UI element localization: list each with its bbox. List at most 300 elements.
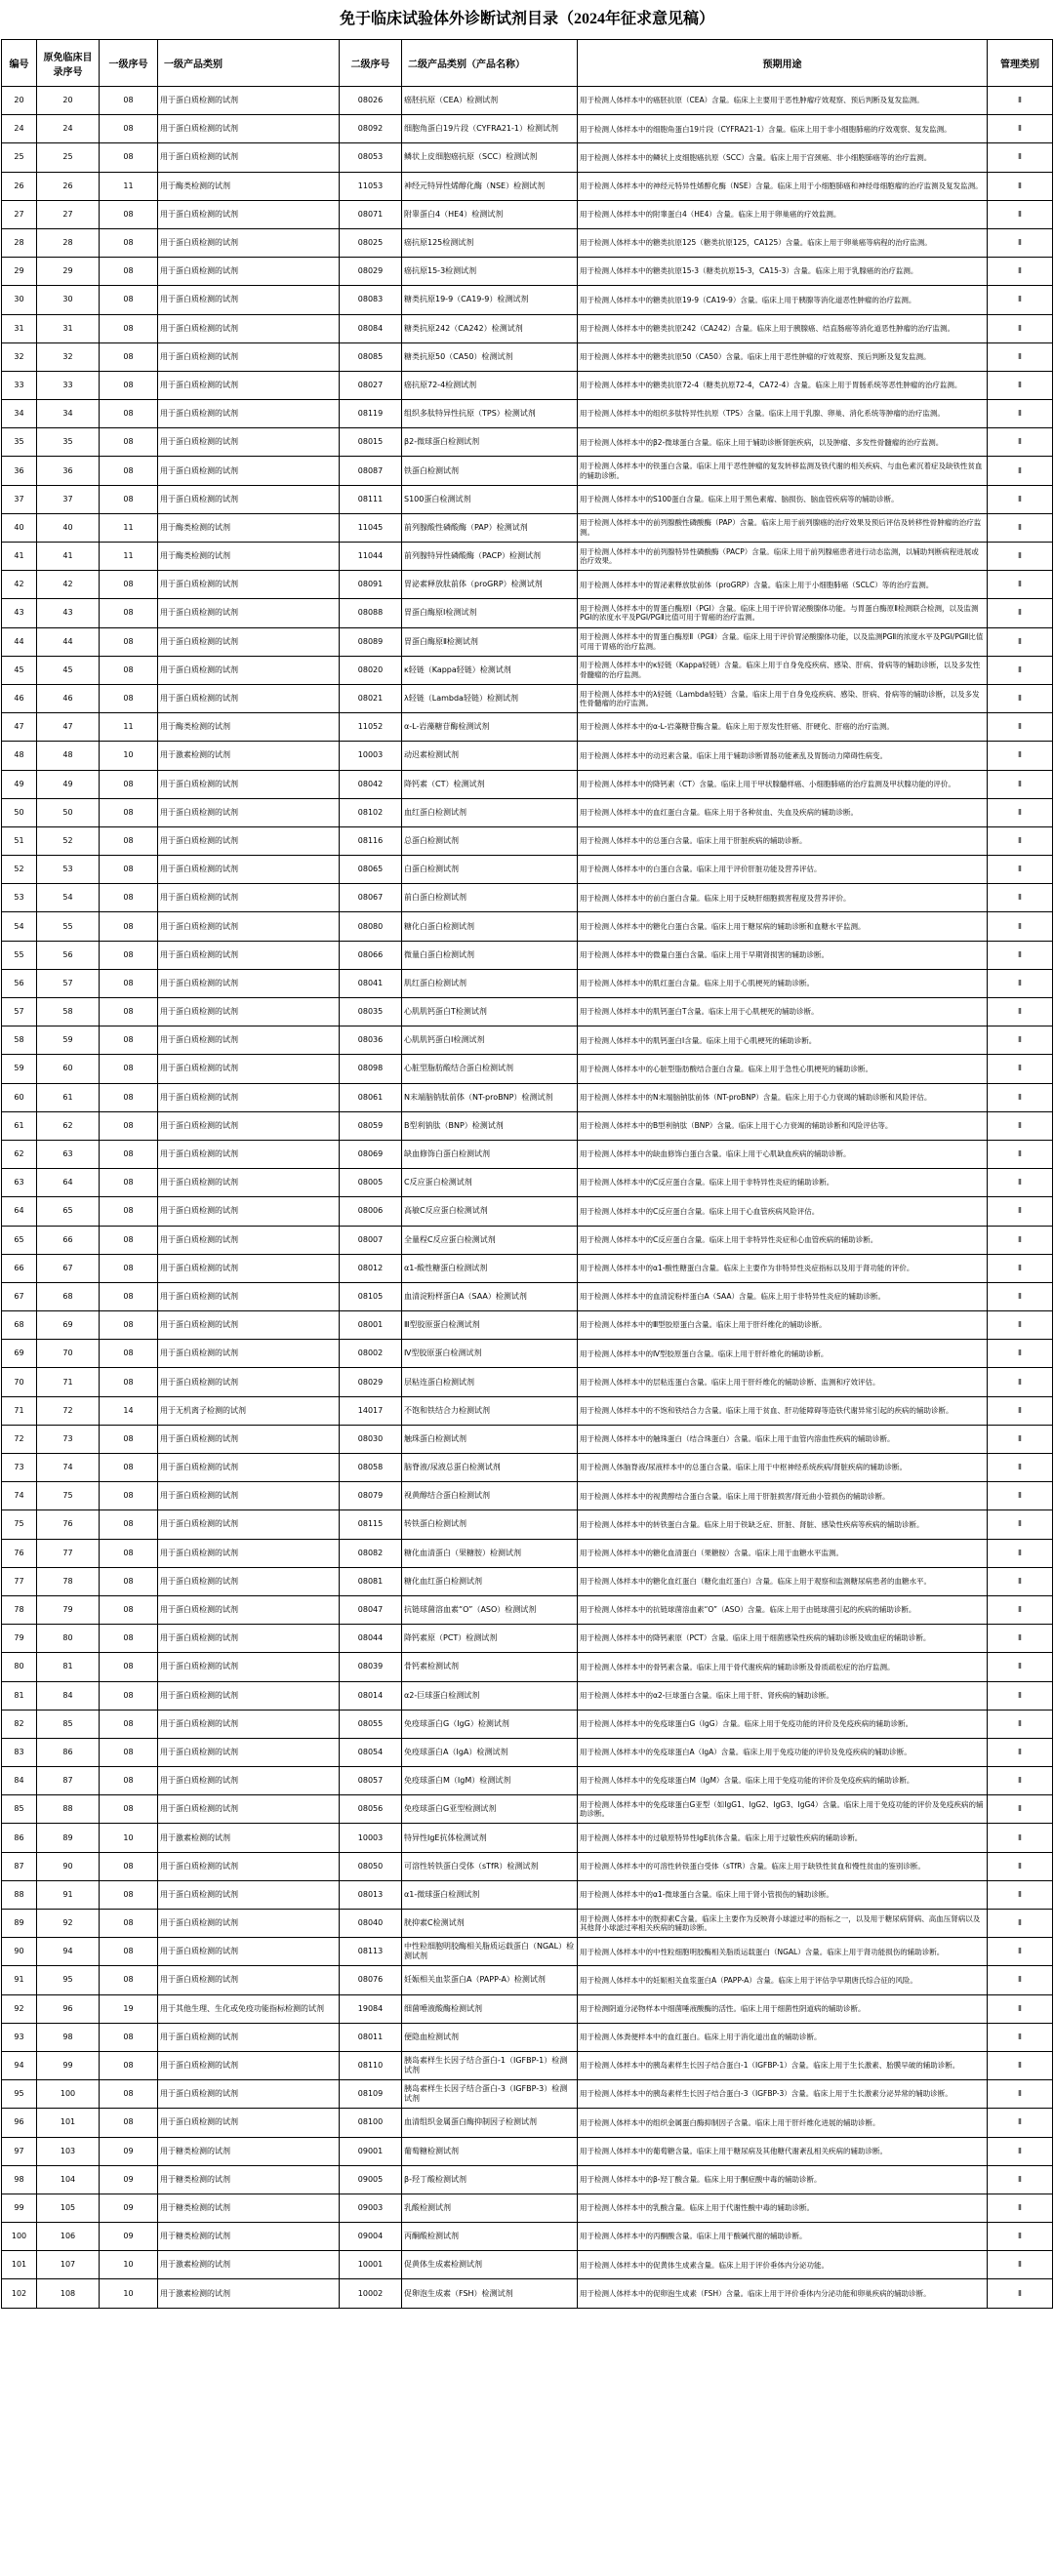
cell-level2-number: 08011 [340, 2023, 402, 2051]
cell-intended-use: 用于检测人体样本中的丙酮酸含量。临床上用于酸碱代谢的辅助诊断。 [578, 2223, 988, 2251]
cell-level1-category: 用于蛋白质检测的试剂 [158, 571, 340, 599]
cell-level2-category: 细菌唾液酸酶检测试剂 [402, 1994, 578, 2023]
cell-level2-category: 免疫球蛋白G亚型检测试剂 [402, 1795, 578, 1824]
cell-number: 27 [2, 200, 37, 228]
table-row [2, 2194, 1053, 2222]
cell-intended-use: 用于检测人体样本中的Ⅳ型胶原蛋白含量。临床上用于肝纤维化的辅助诊断。 [578, 1340, 988, 1368]
cell-level2-category: 血清淀粉样蛋白A（SAA）检测试剂 [402, 1282, 578, 1310]
cell-management-class: Ⅱ [988, 1340, 1053, 1368]
cell-original-number: 53 [37, 856, 100, 884]
cell-level1-number: 11 [100, 513, 158, 542]
cell-level2-number: 11044 [340, 543, 402, 571]
cell-level2-category: 前列腺酸性磷酸酶（PAP）检测试剂 [402, 513, 578, 542]
cell-original-number: 26 [37, 172, 100, 200]
cell-level2-number: 08089 [340, 627, 402, 656]
cell-level2-number: 08036 [340, 1026, 402, 1055]
cell-original-number: 108 [37, 2279, 100, 2308]
cell-number: 79 [2, 1625, 37, 1653]
cell-level2-number: 09005 [340, 2165, 402, 2194]
cell-management-class: Ⅱ [988, 826, 1053, 855]
table-row [2, 1824, 1053, 1852]
cell-level2-number: 08039 [340, 1653, 402, 1681]
cell-number: 53 [2, 884, 37, 912]
cell-level2-category: 便隐血检测试剂 [402, 2023, 578, 2051]
cell-level1-number: 09 [100, 2194, 158, 2222]
cell-level1-number: 08 [100, 684, 158, 712]
cell-level1-category: 用于蛋白质检测的试剂 [158, 1368, 340, 1396]
cell-original-number: 62 [37, 1111, 100, 1140]
cell-management-class: Ⅱ [988, 2194, 1053, 2222]
cell-level1-number: 08 [100, 1681, 158, 1710]
cell-management-class: Ⅱ [988, 143, 1053, 172]
table-row [2, 342, 1053, 371]
cell-level2-number: 08116 [340, 826, 402, 855]
cell-level2-number: 08041 [340, 969, 402, 997]
table-row [2, 1282, 1053, 1310]
table-row [2, 543, 1053, 571]
cell-level1-number: 08 [100, 941, 158, 969]
cell-management-class: Ⅱ [988, 1368, 1053, 1396]
cell-intended-use: 用于检测人体样本中的C反应蛋白含量。临床上用于心血管疾病风险评估。 [578, 1197, 988, 1226]
cell-management-class: Ⅱ [988, 1111, 1053, 1140]
cell-original-number: 74 [37, 1454, 100, 1482]
cell-level1-number: 14 [100, 1396, 158, 1425]
cell-intended-use: 用于检测人体样本中的前白蛋白含量。临床上用于反映肝细胞损害程度及营养评价。 [578, 884, 988, 912]
cell-number: 59 [2, 1055, 37, 1083]
cell-number: 36 [2, 457, 37, 485]
cell-level1-number: 08 [100, 884, 158, 912]
cell-original-number: 100 [37, 2080, 100, 2109]
cell-level1-category: 用于蛋白质检测的试剂 [158, 1710, 340, 1738]
cell-level1-number: 08 [100, 200, 158, 228]
cell-level2-category: 免疫球蛋白M（IgM）检测试剂 [402, 1767, 578, 1795]
cell-number: 84 [2, 1767, 37, 1795]
cell-management-class: Ⅱ [988, 1482, 1053, 1510]
cell-level1-number: 08 [100, 998, 158, 1026]
cell-level2-category: 肌红蛋白检测试剂 [402, 969, 578, 997]
cell-level1-number: 09 [100, 2137, 158, 2165]
cell-intended-use: 用于检测人体样本中的胃泌素释放肽前体（proGRP）含量。临床上用于小细胞肺癌（SCLC）等的治疗监测。 [578, 571, 988, 599]
cell-level2-number: 08111 [340, 485, 402, 513]
cell-management-class: Ⅱ [988, 1767, 1053, 1795]
cell-level2-category: 促卵泡生成素（FSH）检测试剂 [402, 2279, 578, 2308]
cell-original-number: 88 [37, 1795, 100, 1824]
cell-level2-number: 08042 [340, 770, 402, 798]
cell-original-number: 59 [37, 1026, 100, 1055]
cell-level2-number: 08029 [340, 258, 402, 286]
cell-level2-number: 08035 [340, 998, 402, 1026]
cell-level1-number: 19 [100, 1994, 158, 2023]
cell-level2-category: 不饱和铁结合力检测试剂 [402, 1396, 578, 1425]
cell-original-number: 68 [37, 1282, 100, 1310]
cell-original-number: 45 [37, 656, 100, 684]
cell-level2-number: 10001 [340, 2251, 402, 2279]
table-row [2, 258, 1053, 286]
cell-original-number: 96 [37, 1994, 100, 2023]
cell-number: 51 [2, 826, 37, 855]
cell-level2-number: 08087 [340, 457, 402, 485]
cell-level1-category: 用于糖类检测的试剂 [158, 2137, 340, 2165]
cell-level2-number: 08079 [340, 1482, 402, 1510]
cell-level1-category: 用于蛋白质检测的试剂 [158, 1510, 340, 1539]
table-row [2, 2251, 1053, 2279]
table-row [2, 1539, 1053, 1567]
cell-intended-use: 用于检测人体样本中的糖类抗原50（CA50）含量。临床上用于恶性肿瘤的疗效观察、预后判断及复发监测。 [578, 342, 988, 371]
table-row [2, 457, 1053, 485]
cell-management-class: Ⅱ [988, 1396, 1053, 1425]
cell-management-class: Ⅱ [988, 713, 1053, 742]
cell-level2-category: 转铁蛋白检测试剂 [402, 1510, 578, 1539]
cell-number: 76 [2, 1539, 37, 1567]
cell-level1-number: 08 [100, 1567, 158, 1595]
cell-level2-number: 08083 [340, 286, 402, 314]
cell-number: 47 [2, 713, 37, 742]
cell-level1-number: 08 [100, 1539, 158, 1567]
cell-level2-category: 血红蛋白检测试剂 [402, 798, 578, 826]
cell-level2-category: 动迟素检测试剂 [402, 742, 578, 770]
table-row [2, 969, 1053, 997]
cell-management-class: Ⅱ [988, 770, 1053, 798]
cell-number: 80 [2, 1653, 37, 1681]
cell-level2-category: 糖类抗原19-9（CA19-9）检测试剂 [402, 286, 578, 314]
cell-intended-use: 用于检测人体样本中的心脏型脂肪酸结合蛋白含量。临床上用于急性心肌梗死的辅助诊断。 [578, 1055, 988, 1083]
cell-original-number: 105 [37, 2194, 100, 2222]
cell-original-number: 63 [37, 1140, 100, 1168]
cell-intended-use: 用于检测人体样本中的胰岛素样生长因子结合蛋白-3（IGFBP-3）含量。临床上用于生长激素分泌异常的辅助诊断。 [578, 2080, 988, 2109]
cell-level2-number: 08014 [340, 1681, 402, 1710]
cell-number: 70 [2, 1368, 37, 1396]
cell-management-class: Ⅱ [988, 1454, 1053, 1482]
cell-number: 44 [2, 627, 37, 656]
cell-original-number: 86 [37, 1738, 100, 1766]
cell-original-number: 92 [37, 1910, 100, 1938]
cell-level1-number: 08 [100, 1026, 158, 1055]
cell-level2-category: 胱抑素C检测试剂 [402, 1910, 578, 1938]
cell-level1-number: 10 [100, 2251, 158, 2279]
cell-management-class: Ⅱ [988, 941, 1053, 969]
cell-level1-number: 08 [100, 571, 158, 599]
cell-level1-number: 08 [100, 1966, 158, 1994]
cell-level1-number: 08 [100, 371, 158, 399]
cell-level1-number: 08 [100, 1282, 158, 1310]
cell-level2-category: Ⅲ型胶原蛋白检测试剂 [402, 1311, 578, 1340]
cell-level1-number: 08 [100, 286, 158, 314]
cell-level1-category: 用于蛋白质检测的试剂 [158, 1226, 340, 1254]
cell-level2-number: 08098 [340, 1055, 402, 1083]
cell-level1-category: 用于蛋白质检测的试剂 [158, 1910, 340, 1938]
cell-number: 81 [2, 1681, 37, 1710]
cell-level1-number: 08 [100, 1767, 158, 1795]
cell-original-number: 60 [37, 1055, 100, 1083]
cell-level2-number: 08119 [340, 400, 402, 428]
cell-level2-category: 癌抗原15-3检测试剂 [402, 258, 578, 286]
cell-level1-category: 用于蛋白质检测的试剂 [158, 599, 340, 627]
header-level2-number: 二级序号 [340, 40, 402, 87]
cell-intended-use: 用于检测人体样本中的胰岛素样生长因子结合蛋白-1（IGFBP-1）含量。临床上用于生长激素、胎膜早破的辅助诊断。 [578, 2051, 988, 2079]
cell-number: 66 [2, 1254, 37, 1282]
header-number: 编号 [2, 40, 37, 87]
table-row [2, 713, 1053, 742]
cell-number: 92 [2, 1994, 37, 2023]
cell-level1-category: 用于蛋白质检测的试剂 [158, 1795, 340, 1824]
cell-management-class: Ⅱ [988, 2137, 1053, 2165]
cell-management-class: Ⅱ [988, 2023, 1053, 2051]
cell-level1-number: 08 [100, 1938, 158, 1966]
cell-original-number: 79 [37, 1595, 100, 1624]
cell-intended-use: 用于检测人体样本中的可溶性转铁蛋白受体（sTfR）含量。临床上用于缺铁性贫血和慢性贫血的鉴别诊断。 [578, 1852, 988, 1880]
cell-intended-use: 用于检测人体样本中的促黄体生成素含量。临床上用于评价垂体内分泌功能。 [578, 2251, 988, 2279]
cell-number: 34 [2, 400, 37, 428]
cell-number: 58 [2, 1026, 37, 1055]
table-row [2, 2051, 1053, 2079]
cell-intended-use: 用于检测人体样本中的组织多肽特异性抗原（TPS）含量。临床上用于乳腺、卵巢、消化系统等肿瘤的治疗监测。 [578, 400, 988, 428]
cell-number: 69 [2, 1340, 37, 1368]
cell-level1-number: 08 [100, 342, 158, 371]
cell-intended-use: 用于检测人体样本中的视黄醇结合蛋白含量。临床上用于肝脏损害/肾近曲小管损伤的辅助诊断。 [578, 1482, 988, 1510]
cell-level2-category: 糖类抗原242（CA242）检测试剂 [402, 314, 578, 342]
cell-level1-category: 用于蛋白质检测的试剂 [158, 314, 340, 342]
cell-level1-number: 08 [100, 1454, 158, 1482]
cell-level1-category: 用于蛋白质检测的试剂 [158, 1111, 340, 1140]
table-row [2, 1653, 1053, 1681]
cell-management-class: Ⅱ [988, 884, 1053, 912]
cell-management-class: Ⅱ [988, 2279, 1053, 2308]
cell-original-number: 25 [37, 143, 100, 172]
cell-number: 56 [2, 969, 37, 997]
table-row [2, 143, 1053, 172]
cell-original-number: 87 [37, 1767, 100, 1795]
cell-level1-number: 08 [100, 1880, 158, 1909]
cell-original-number: 95 [37, 1966, 100, 1994]
cell-intended-use: 用于检测人体样本中的妊娠相关血浆蛋白A（PAPP-A）含量。临床上用于评估孕早期唐氏综合征的风险。 [578, 1966, 988, 1994]
cell-intended-use: 用于检测人体样本中的糖类抗原19-9（CA19-9）含量。临床上用于胰腺等消化道恶性肿瘤的治疗监测。 [578, 286, 988, 314]
cell-level2-category: 免疫球蛋白G（IgG）检测试剂 [402, 1710, 578, 1738]
cell-level2-category: 前列腺特异性磷酸酶（PACP）检测试剂 [402, 543, 578, 571]
cell-level1-number: 10 [100, 2279, 158, 2308]
cell-management-class: Ⅱ [988, 1254, 1053, 1282]
cell-original-number: 99 [37, 2051, 100, 2079]
cell-management-class: Ⅱ [988, 2080, 1053, 2109]
cell-level1-number: 08 [100, 1083, 158, 1111]
cell-level2-category: 糖化白蛋白检测试剂 [402, 912, 578, 941]
cell-level2-category: 附睾蛋白4（HE4）检测试剂 [402, 200, 578, 228]
cell-original-number: 107 [37, 2251, 100, 2279]
table-row [2, 1994, 1053, 2023]
table-row [2, 228, 1053, 257]
cell-management-class: Ⅱ [988, 172, 1053, 200]
cell-level2-number: 09004 [340, 2223, 402, 2251]
cell-management-class: Ⅱ [988, 2251, 1053, 2279]
cell-level1-category: 用于其他生理、生化或免疫功能指标检测的试剂 [158, 1994, 340, 2023]
cell-level1-number: 08 [100, 1340, 158, 1368]
cell-level1-number: 08 [100, 1055, 158, 1083]
cell-intended-use: 用于检测人体样本中的α2-巨球蛋白含量。临床上用于肝、肾疾病的辅助诊断。 [578, 1681, 988, 1710]
cell-level2-category: 糖类抗原50（CA50）检测试剂 [402, 342, 578, 371]
cell-original-number: 76 [37, 1510, 100, 1539]
table-row [2, 912, 1053, 941]
cell-level2-category: Ⅳ型胶原蛋白检测试剂 [402, 1340, 578, 1368]
table-row [2, 400, 1053, 428]
cell-intended-use: 用于检测人体样本中的降钙素（CT）含量。临床上用于甲状腺髓样癌、小细胞肺癌的治疗监测及甲状腺功能的评价。 [578, 770, 988, 798]
cell-number: 48 [2, 742, 37, 770]
cell-level2-number: 11052 [340, 713, 402, 742]
cell-level2-category: B型利钠肽（BNP）检测试剂 [402, 1111, 578, 1140]
cell-management-class: Ⅱ [988, 1510, 1053, 1539]
cell-original-number: 81 [37, 1653, 100, 1681]
cell-level1-number: 08 [100, 1197, 158, 1226]
cell-original-number: 72 [37, 1396, 100, 1425]
cell-management-class: Ⅱ [988, 2165, 1053, 2194]
cell-level2-number: 08115 [340, 1510, 402, 1539]
cell-intended-use: 用于检测人体样本中的肌钙蛋白I含量。临床上用于心肌梗死的辅助诊断。 [578, 1026, 988, 1055]
cell-intended-use: 用于检测人体样本中的过敏原特异性IgE抗体含量。临床上用于过敏性疾病的辅助诊断。 [578, 1824, 988, 1852]
table-row [2, 627, 1053, 656]
cell-management-class: Ⅱ [988, 998, 1053, 1026]
cell-number: 40 [2, 513, 37, 542]
cell-management-class: Ⅱ [988, 457, 1053, 485]
cell-level2-number: 08054 [340, 1738, 402, 1766]
cell-number: 101 [2, 2251, 37, 2279]
cell-management-class: Ⅱ [988, 1625, 1053, 1653]
table-row [2, 1340, 1053, 1368]
cell-level2-number: 08055 [340, 1710, 402, 1738]
cell-number: 86 [2, 1824, 37, 1852]
cell-level2-category: λ轻链（Lambda轻链）检测试剂 [402, 684, 578, 712]
cell-level2-number: 11053 [340, 172, 402, 200]
table-row [2, 1966, 1053, 1994]
table-body [2, 87, 1053, 2309]
cell-management-class: Ⅱ [988, 1994, 1053, 2023]
cell-level2-category: 触珠蛋白检测试剂 [402, 1425, 578, 1453]
cell-level2-category: C反应蛋白检测试剂 [402, 1169, 578, 1197]
cell-management-class: Ⅱ [988, 1055, 1053, 1083]
cell-management-class: Ⅱ [988, 684, 1053, 712]
cell-level2-number: 08059 [340, 1111, 402, 1140]
cell-management-class: Ⅱ [988, 1026, 1053, 1055]
cell-level2-category: 癌抗原125检测试剂 [402, 228, 578, 257]
cell-original-number: 42 [37, 571, 100, 599]
cell-original-number: 70 [37, 1340, 100, 1368]
cell-management-class: Ⅱ [988, 1910, 1053, 1938]
table-row [2, 485, 1053, 513]
cell-level1-category: 用于蛋白质检测的试剂 [158, 770, 340, 798]
cell-management-class: Ⅱ [988, 912, 1053, 941]
cell-number: 89 [2, 1910, 37, 1938]
table-row [2, 656, 1053, 684]
table-row [2, 1482, 1053, 1510]
cell-level2-number: 19084 [340, 1994, 402, 2023]
table-row [2, 314, 1053, 342]
cell-level1-number: 08 [100, 1625, 158, 1653]
cell-level2-category: α-L-岩藻糖苷酶检测试剂 [402, 713, 578, 742]
cell-level1-category: 用于酶类检测的试剂 [158, 513, 340, 542]
table-row [2, 2223, 1053, 2251]
table-row [2, 998, 1053, 1026]
cell-level2-number: 08026 [340, 87, 402, 115]
cell-management-class: Ⅱ [988, 599, 1053, 627]
cell-management-class: Ⅱ [988, 1282, 1053, 1310]
cell-number: 30 [2, 286, 37, 314]
cell-management-class: Ⅱ [988, 286, 1053, 314]
cell-original-number: 28 [37, 228, 100, 257]
cell-level2-number: 08084 [340, 314, 402, 342]
cell-management-class: Ⅱ [988, 1852, 1053, 1880]
cell-number: 65 [2, 1226, 37, 1254]
table-row [2, 826, 1053, 855]
cell-original-number: 44 [37, 627, 100, 656]
cell-number: 50 [2, 798, 37, 826]
cell-level2-number: 08080 [340, 912, 402, 941]
cell-level1-category: 用于蛋白质检测的试剂 [158, 1026, 340, 1055]
cell-level1-number: 11 [100, 713, 158, 742]
cell-level1-category: 用于蛋白质检测的试剂 [158, 1852, 340, 1880]
cell-level1-category: 用于蛋白质检测的试剂 [158, 1340, 340, 1368]
header-level1-category: 一级产品类别 [158, 40, 340, 87]
cell-level2-category: 胃泌素释放肽前体（proGRP）检测试剂 [402, 571, 578, 599]
cell-original-number: 94 [37, 1938, 100, 1966]
header-intended-use: 预期用途 [578, 40, 988, 87]
cell-level1-category: 用于酶类检测的试剂 [158, 172, 340, 200]
cell-level1-number: 08 [100, 2109, 158, 2137]
cell-number: 67 [2, 1282, 37, 1310]
cell-level2-category: 特异性IgE抗体检测试剂 [402, 1824, 578, 1852]
cell-level2-category: 神经元特异性烯醇化酶（NSE）检测试剂 [402, 172, 578, 200]
cell-level2-category: S100蛋白检测试剂 [402, 485, 578, 513]
cell-level2-category: 细胞角蛋白19片段（CYFRA21-1）检测试剂 [402, 115, 578, 143]
header-level1-number: 一级序号 [100, 40, 158, 87]
cell-level1-number: 08 [100, 1852, 158, 1880]
cell-level1-category: 用于蛋白质检测的试剂 [158, 969, 340, 997]
cell-management-class: Ⅱ [988, 969, 1053, 997]
cell-management-class: Ⅱ [988, 513, 1053, 542]
cell-management-class: Ⅱ [988, 228, 1053, 257]
cell-level2-number: 08082 [340, 1539, 402, 1567]
table-row [2, 2279, 1053, 2308]
cell-number: 46 [2, 684, 37, 712]
cell-original-number: 29 [37, 258, 100, 286]
table-row [2, 941, 1053, 969]
cell-level2-number: 08102 [340, 798, 402, 826]
cell-level2-category: 鳞状上皮细胞癌抗原（SCC）检测试剂 [402, 143, 578, 172]
table-row [2, 87, 1053, 115]
cell-number: 85 [2, 1795, 37, 1824]
cell-intended-use: 用于检测人体样本中的α1-微球蛋白含量。临床上用于肾小管损伤的辅助诊断。 [578, 1880, 988, 1909]
cell-level1-category: 用于蛋白质检测的试剂 [158, 1567, 340, 1595]
cell-original-number: 90 [37, 1852, 100, 1880]
cell-original-number: 32 [37, 342, 100, 371]
table-row [2, 1055, 1053, 1083]
cell-intended-use: 用于检测人体样本中的λ轻链（Lambda轻链）含量。临床上用于自身免疫疾病、感染、肝病、骨病等的辅助诊断，以及多发性骨髓瘤的治疗监测。 [578, 684, 988, 712]
cell-number: 42 [2, 571, 37, 599]
cell-level1-category: 用于蛋白质检测的试剂 [158, 1482, 340, 1510]
cell-level2-category: 可溶性转铁蛋白受体（sTfR）检测试剂 [402, 1852, 578, 1880]
cell-level2-number: 08050 [340, 1852, 402, 1880]
cell-level1-category: 用于蛋白质检测的试剂 [158, 1738, 340, 1766]
table-row [2, 2137, 1053, 2165]
cell-management-class: Ⅱ [988, 342, 1053, 371]
cell-level1-number: 08 [100, 115, 158, 143]
cell-level1-number: 11 [100, 543, 158, 571]
cell-level2-category: 乳酸检测试剂 [402, 2194, 578, 2222]
cell-intended-use: 用于检测人体样本中的免疫球蛋白G（IgG）含量。临床上用于免疫功能的评价及免疫疾病的辅助诊断。 [578, 1710, 988, 1738]
cell-intended-use: 用于检测人体样本中的转铁蛋白含量。临床上用于铁缺乏症、肝脏、肾脏、感染性疾病等疾病的辅助诊断。 [578, 1510, 988, 1539]
cell-intended-use: 用于检测人体样本中的细胞角蛋白19片段（CYFRA21-1）含量。临床上用于非小细胞肺癌的疗效观察、复发监测。 [578, 115, 988, 143]
cell-original-number: 27 [37, 200, 100, 228]
cell-level1-category: 用于蛋白质检测的试剂 [158, 2023, 340, 2051]
cell-level2-number: 08081 [340, 1567, 402, 1595]
table-row [2, 2109, 1053, 2137]
document-title: 免于临床试验体外诊断试剂目录（2024年征求意见稿） [339, 11, 714, 27]
